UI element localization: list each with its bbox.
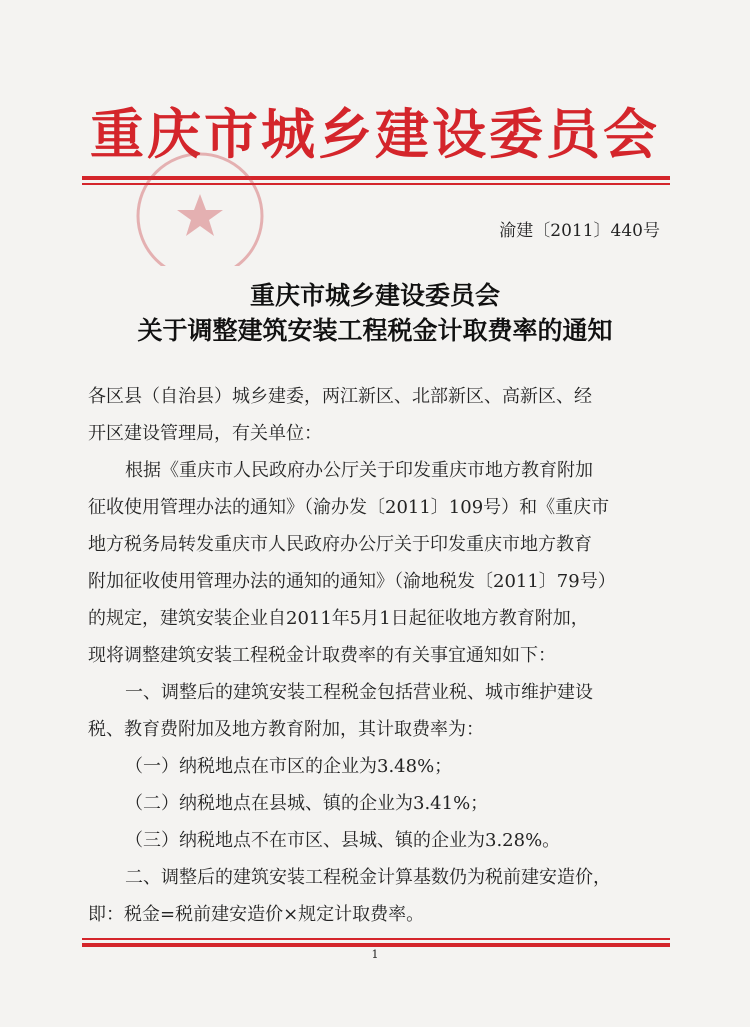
rate-item-3: （三）纳税地点不在市区、县城、镇的企业为3.28%。	[125, 830, 561, 851]
section-2-line-1: 二、调整后的建筑安装工程税金计算基数仍为税前建安造价，	[125, 867, 611, 888]
page-number: 1	[371, 948, 379, 961]
footer-red-line-thin	[82, 938, 670, 940]
paragraph-1-line-5: 的规定，建筑安装企业自2011年5月1日起征收地方教育附加，	[88, 608, 589, 629]
document-title-line-1: 重庆市城乡建设委员会	[249, 281, 500, 310]
document-number: 渝建〔2011〕440号	[499, 221, 660, 241]
addressee-line-1: 各区县（自治县）城乡建委，两江新区、北部新区、高新区、经	[88, 386, 592, 407]
paragraph-1-line-1: 根据《重庆市人民政府办公厅关于印发重庆市地方教育附加	[125, 460, 593, 481]
paragraph-1-line-2: 征收使用管理办法的通知》（渝办发〔2011〕109号）和《重庆市	[88, 497, 610, 518]
paragraph-1-line-3: 地方税务局转发重庆市人民政府办公厅关于印发重庆市地方教育	[88, 534, 592, 555]
document-title-line-2: 关于调整建筑安装工程税金计取费率的通知	[137, 316, 613, 345]
rate-item-2: （二）纳税地点在县城、镇的企业为3.41%；	[125, 793, 489, 814]
official-seal-icon	[120, 136, 280, 266]
footer-red-line-thick	[82, 943, 670, 947]
addressee-line-2: 开区建设管理局，有关单位：	[88, 423, 322, 444]
paragraph-1-line-6: 现将调整建筑安装工程税金计取费率的有关事宜通知如下：	[88, 645, 556, 666]
paragraph-1-line-4: 附加征收使用管理办法的通知的通知》（渝地税发〔2011〕79号）	[88, 571, 616, 592]
section-1-line-2: 税、教育费附加及地方教育附加，其计取费率为：	[88, 719, 484, 740]
section-2-line-2: 即：税金=税前建安造价×规定计取费率。	[88, 904, 425, 925]
issuer-header: 重庆市城乡建设委员会	[90, 102, 660, 166]
rate-item-1: （一）纳税地点在市区的企业为3.48%；	[125, 756, 453, 777]
section-1-line-1: 一、调整后的建筑安装工程税金包括营业税、城市维护建设	[125, 682, 593, 703]
